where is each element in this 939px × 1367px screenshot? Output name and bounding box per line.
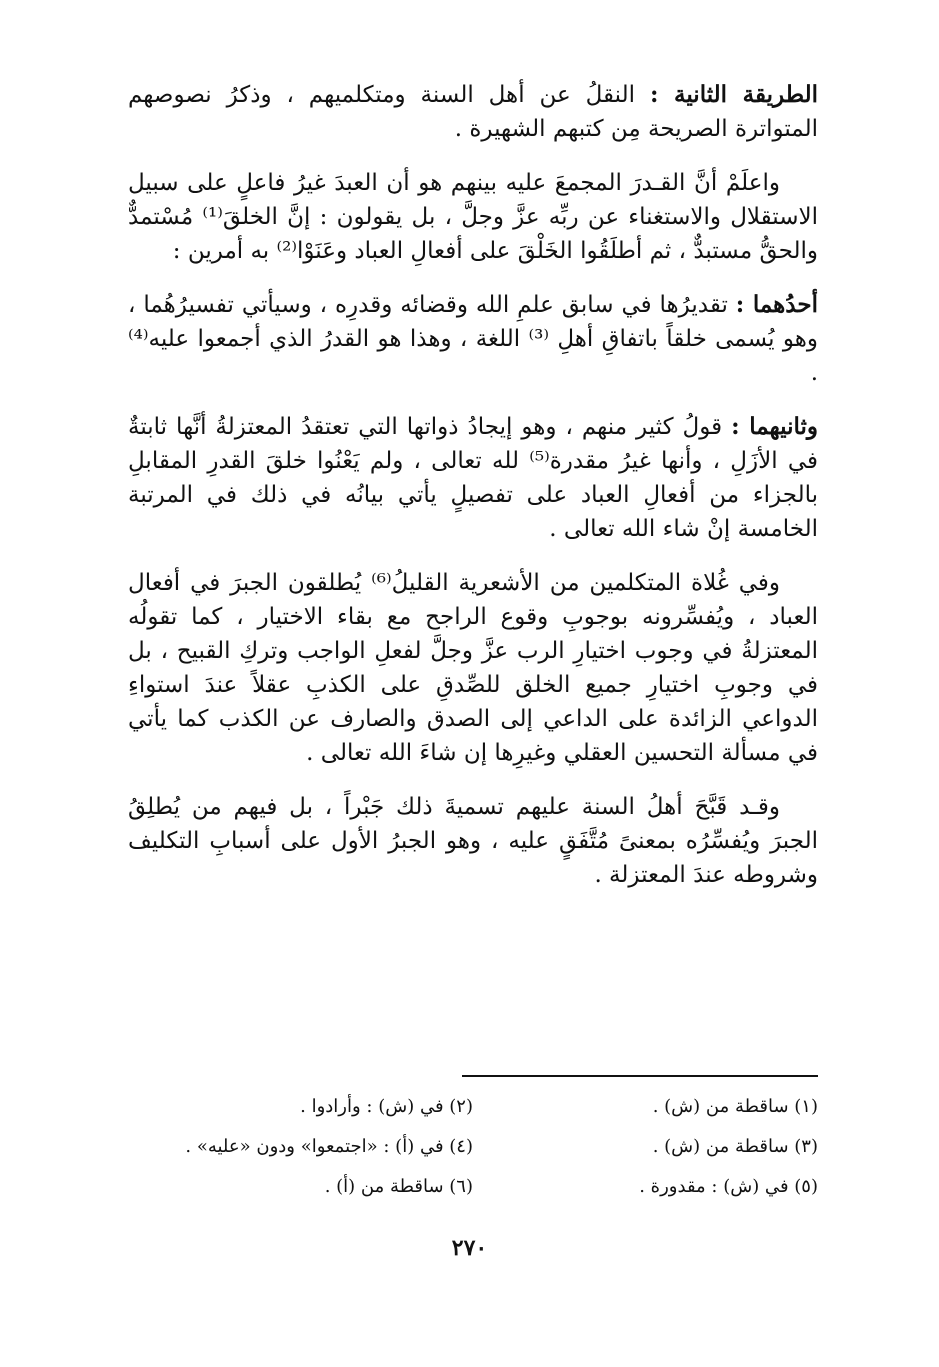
footnote-6: (٦) ساقطة من (أ) .	[324, 1176, 473, 1197]
paragraph-text: واعلَمْ أنَّ القـدرَ المجمعَ عليه بينهم هو أن العبدَ غيرُ فاعلٍ على سبيل الاستقلال والاستغناء عن ربِّه عزَّ وجلَّ ، بل يقولون : إنَّ الخلقَ⁽¹⁾ مُسْتمدٌّ والحقُّ مستبدٌّ ، ثم أطلَقُوا الخَلْقَ على أفعالِ العباد وعَنَوْا⁽²⁾ به أمرين :	[128, 170, 818, 264]
paragraph-lead: وثانيهما :	[731, 413, 818, 440]
paragraph-lead: أحدُهما :	[735, 291, 818, 318]
footnote-divider	[462, 1075, 818, 1077]
page-number: ٢٧٠	[451, 1235, 488, 1261]
footnote-4: (٤) في (أ) : «اجتمعوا» ودون «عليه» .	[185, 1136, 473, 1157]
paragraph-2	[128, 166, 818, 268]
paragraph-lead: الطريقة الثانية :	[649, 81, 818, 108]
paragraph-1	[128, 78, 818, 146]
paragraph-text: تقديرُها في سابق علمِ الله وقضائه وقدرِه ، وسيأتي تفسيرُهُما ، وهو يُسمى خلقاً باتفاقِ أهلِ ⁽³⁾ اللغة ، وهذا هو القدرُ الذي أجمعوا عليه⁽⁴⁾ .	[128, 292, 818, 386]
paragraph-5	[128, 566, 818, 770]
paragraph-text: النقلُ عن أهل السنة ومتكلميهم ، وذكرُ نصوصهم المتواترة الصريحة مِن كتبهم الشهيرة .	[128, 82, 818, 142]
footnote-2: (٢) في (ش) : وأرادوا .	[300, 1096, 473, 1117]
main-text	[128, 78, 818, 912]
footnotes	[118, 1090, 818, 1204]
paragraph-4	[128, 410, 818, 546]
footnote-5: (٥) في (ش) : مقدورة .	[639, 1176, 818, 1197]
footnote-1: (١) ساقطة من (ش) .	[652, 1096, 818, 1117]
paragraph-3	[128, 288, 818, 390]
footnote-3: (٣) ساقطة من (ش) .	[652, 1136, 818, 1157]
paragraph-text: وفي غُلاة المتكلمين من الأشعرية القليلُ⁽⁶⁾ يُطلقون الجبرَ في أفعال العباد ، ويُفسِّرونه بوجوبِ وقوع الراجح مع بقاء الاختيار ، كما تقولُه المعتزلةُ في وجوب اختيارِ الرب عزَّ وجلَّ لفعلِ الواجب وتركِ القبيح ، بل في وجوبِ اختيارِ جميع الخلق للصِّدقِ على الكذبِ عقلاً عندَ استواءِ الدواعي الزائدة على الداعي إلى الصدق والصارف عن الكذب كما يأتي في مسألة التحسين العقلي وغيرِها إن شاءَ الله تعالى .	[128, 570, 818, 766]
paragraph-text: وقـد قَبَّحَ أهلُ السنة عليهم تسميةَ ذلك جَبْراً ، بل فيهم من يُطلِقُ الجبرَ ويُفسِّرُه بمعنىً مُتَّفَقٍ عليه ، وهو الجبرُ الأول على أسبابِ التكليف وشروطه عندَ المعتزلة .	[128, 794, 818, 888]
paragraph-6	[128, 790, 818, 892]
paragraph-text: قولُ كثير منهم ، وهو إيجادُ ذواتها التي تعتقدُ المعتزلةُ أنَّها ثابتةٌ في الأزَلِ ، وأنها غيرُ مقدرة⁽⁵⁾ لله تعالى ، ولم يَعْنُوا خلقَ القدرِ المقابلِ بالجزاء من أفعالِ العباد على تفصيلٍ يأتي بيانُه في ذلك في المرتبة الخامسة إنْ شاء الله تعالى .	[128, 414, 818, 542]
